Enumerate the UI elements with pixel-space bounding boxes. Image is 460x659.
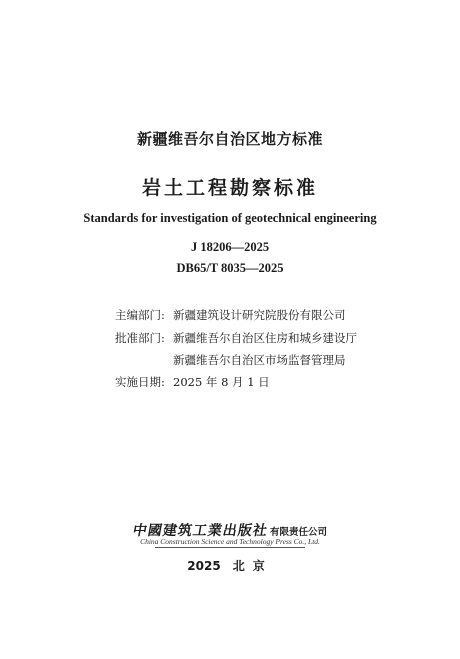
document-title: 岩土工程勘察标准 (141, 177, 318, 199)
publisher-name-suffix: 有限责任公司 (269, 527, 327, 538)
effective-date-label: 实施日期: (115, 375, 165, 389)
approver-value-2: 新疆维吾尔自治区市场监督管理局 (173, 353, 346, 367)
standard-code-db: DB65/T 8035—2025 (176, 261, 284, 275)
editor-row (115, 308, 346, 322)
effective-date-row (115, 375, 270, 389)
imprint-year: 2025 (187, 559, 221, 573)
imprint (0, 557, 460, 574)
effective-date-value: 2025 年 8 月 1 日 (173, 375, 270, 389)
publisher-name-cn: 中國建筑工業出版社 (131, 523, 270, 539)
imprint-city: 北京 (232, 559, 273, 573)
document-title-english: Standards for investigation of geotechnical engineering (83, 211, 377, 225)
publisher-name-en: China Construction Science and Technology Press Co., Ltd. (140, 537, 320, 546)
approver-label: 批准部门: (115, 331, 165, 345)
approver-row-2 (115, 353, 346, 367)
standard-code-j: J 18206—2025 (190, 240, 270, 254)
editor-value: 新疆建筑设计研究院股份有限公司 (173, 308, 346, 322)
approver-value-1: 新疆维吾尔自治区住房和城乡建设厅 (173, 331, 357, 345)
approver-row (115, 331, 357, 345)
editor-label: 主编部门: (115, 308, 165, 322)
publisher-divider (155, 547, 305, 548)
series-label: 新疆维吾尔自治区地方标准 (136, 130, 323, 148)
